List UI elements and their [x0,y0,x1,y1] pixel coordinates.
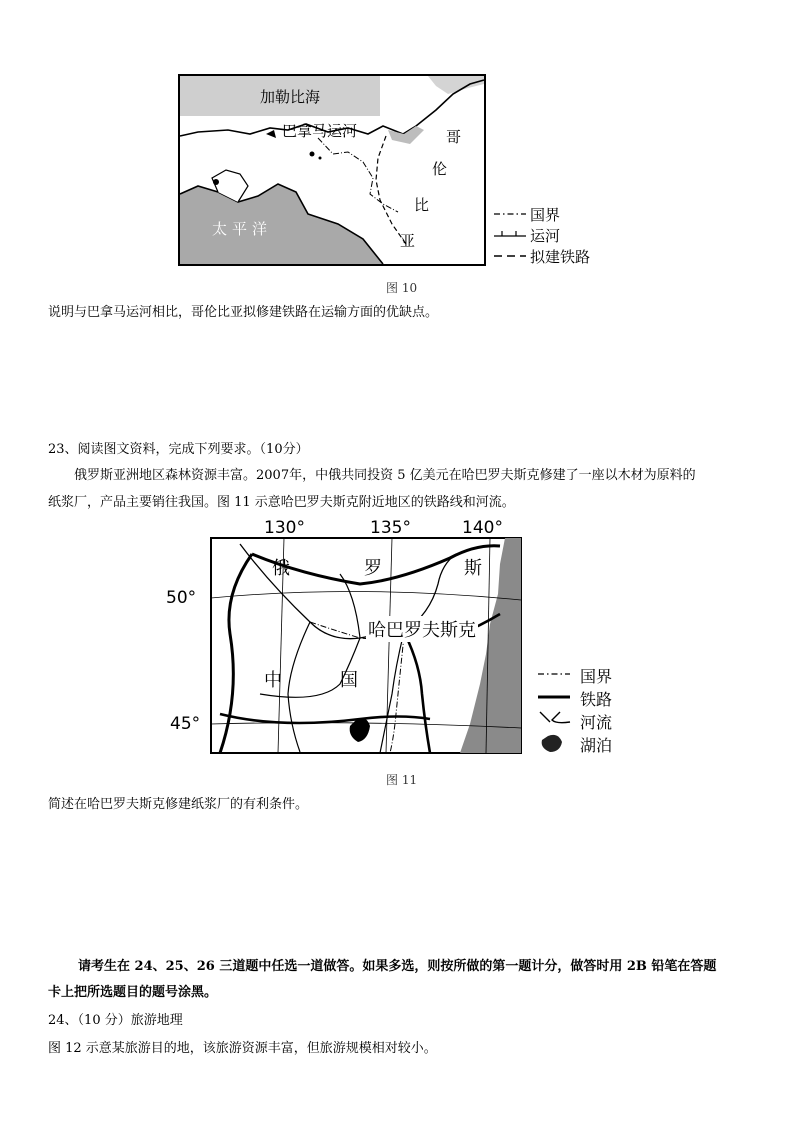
label-russia-2: 罗 [364,558,382,579]
question-22-prompt: 说明与巴拿马运河相比，哥伦比亚拟修建铁路在运输方面的优缺点。 [48,305,439,320]
label-russia-1: 俄 [272,558,290,579]
legend-canal-symbol [494,231,526,236]
label-colombia-1: 哥 [446,128,462,146]
lat-50: 50° [166,588,197,608]
lon-140: 140° [462,518,503,538]
lon-135: 135° [370,518,411,538]
legend-lake-symbol [542,735,562,752]
question-23-paragraph-line1: 俄罗斯亚洲地区森林资源丰富。2007年，中俄共同投资 5 亿美元在哈巴罗夫斯克修建了一座以木材为原料的 [74,468,696,483]
label-china-1: 中 [264,670,282,691]
figure-10-caption: 图 10 [386,281,418,295]
question-23-paragraph-line2: 纸浆厂，产品主要销往我国。图 11 示意哈巴罗夫斯克附近地区的铁路线和河流。 [48,495,515,510]
label-pacific: 太平洋 [212,220,273,238]
legend-railway-label: 拟建铁路 [530,248,591,266]
legend-canal-label: 运河 [530,227,561,245]
legend-border-label: 国界 [530,206,561,224]
figure-11-caption: 图 11 [386,773,418,787]
label-panama-canal: 巴拿马运河 [282,122,358,140]
label-russia-3: 斯 [464,558,482,579]
elective-instruction-line1: 请考生在 24、25、26 三道题中任选一道做答。如果多选，则按所做的第一题计分，做答时用 2B 铅笔在答题 [78,959,717,974]
question-23-prompt: 简述在哈巴罗夫斯克修建纸浆厂的有利条件。 [48,797,309,812]
label-colombia-2: 伦 [432,160,448,178]
legend-river-symbol [540,712,570,723]
legend-11-river: 河流 [580,713,613,732]
question-23-title: 23、阅读图文资料，完成下列要求。（10分） [48,442,309,457]
question-24-title: 24、（10 分）旅游地理 [48,1013,183,1028]
question-24-text: 图 12 示意某旅游目的地，该旅游资源丰富，但旅游规模相对较小。 [48,1041,437,1056]
figure-11 [160,514,640,764]
label-colombia-4: 亚 [400,232,416,250]
label-caribbean: 加勒比海 [260,88,321,106]
legend-11-border: 国界 [580,667,613,686]
figure-10 [178,74,618,270]
elective-instruction-line2: 卡上把所选题目的题号涂黑。 [48,985,218,1000]
label-colombia-3: 比 [414,196,430,214]
lon-130: 130° [264,518,305,538]
label-china-2: 国 [340,670,358,691]
legend-11-lake: 湖泊 [580,736,613,755]
lat-45: 45° [170,714,201,734]
label-khabarovsk: 哈巴罗夫斯克 [366,616,478,642]
legend-11-railway: 铁路 [580,690,613,709]
